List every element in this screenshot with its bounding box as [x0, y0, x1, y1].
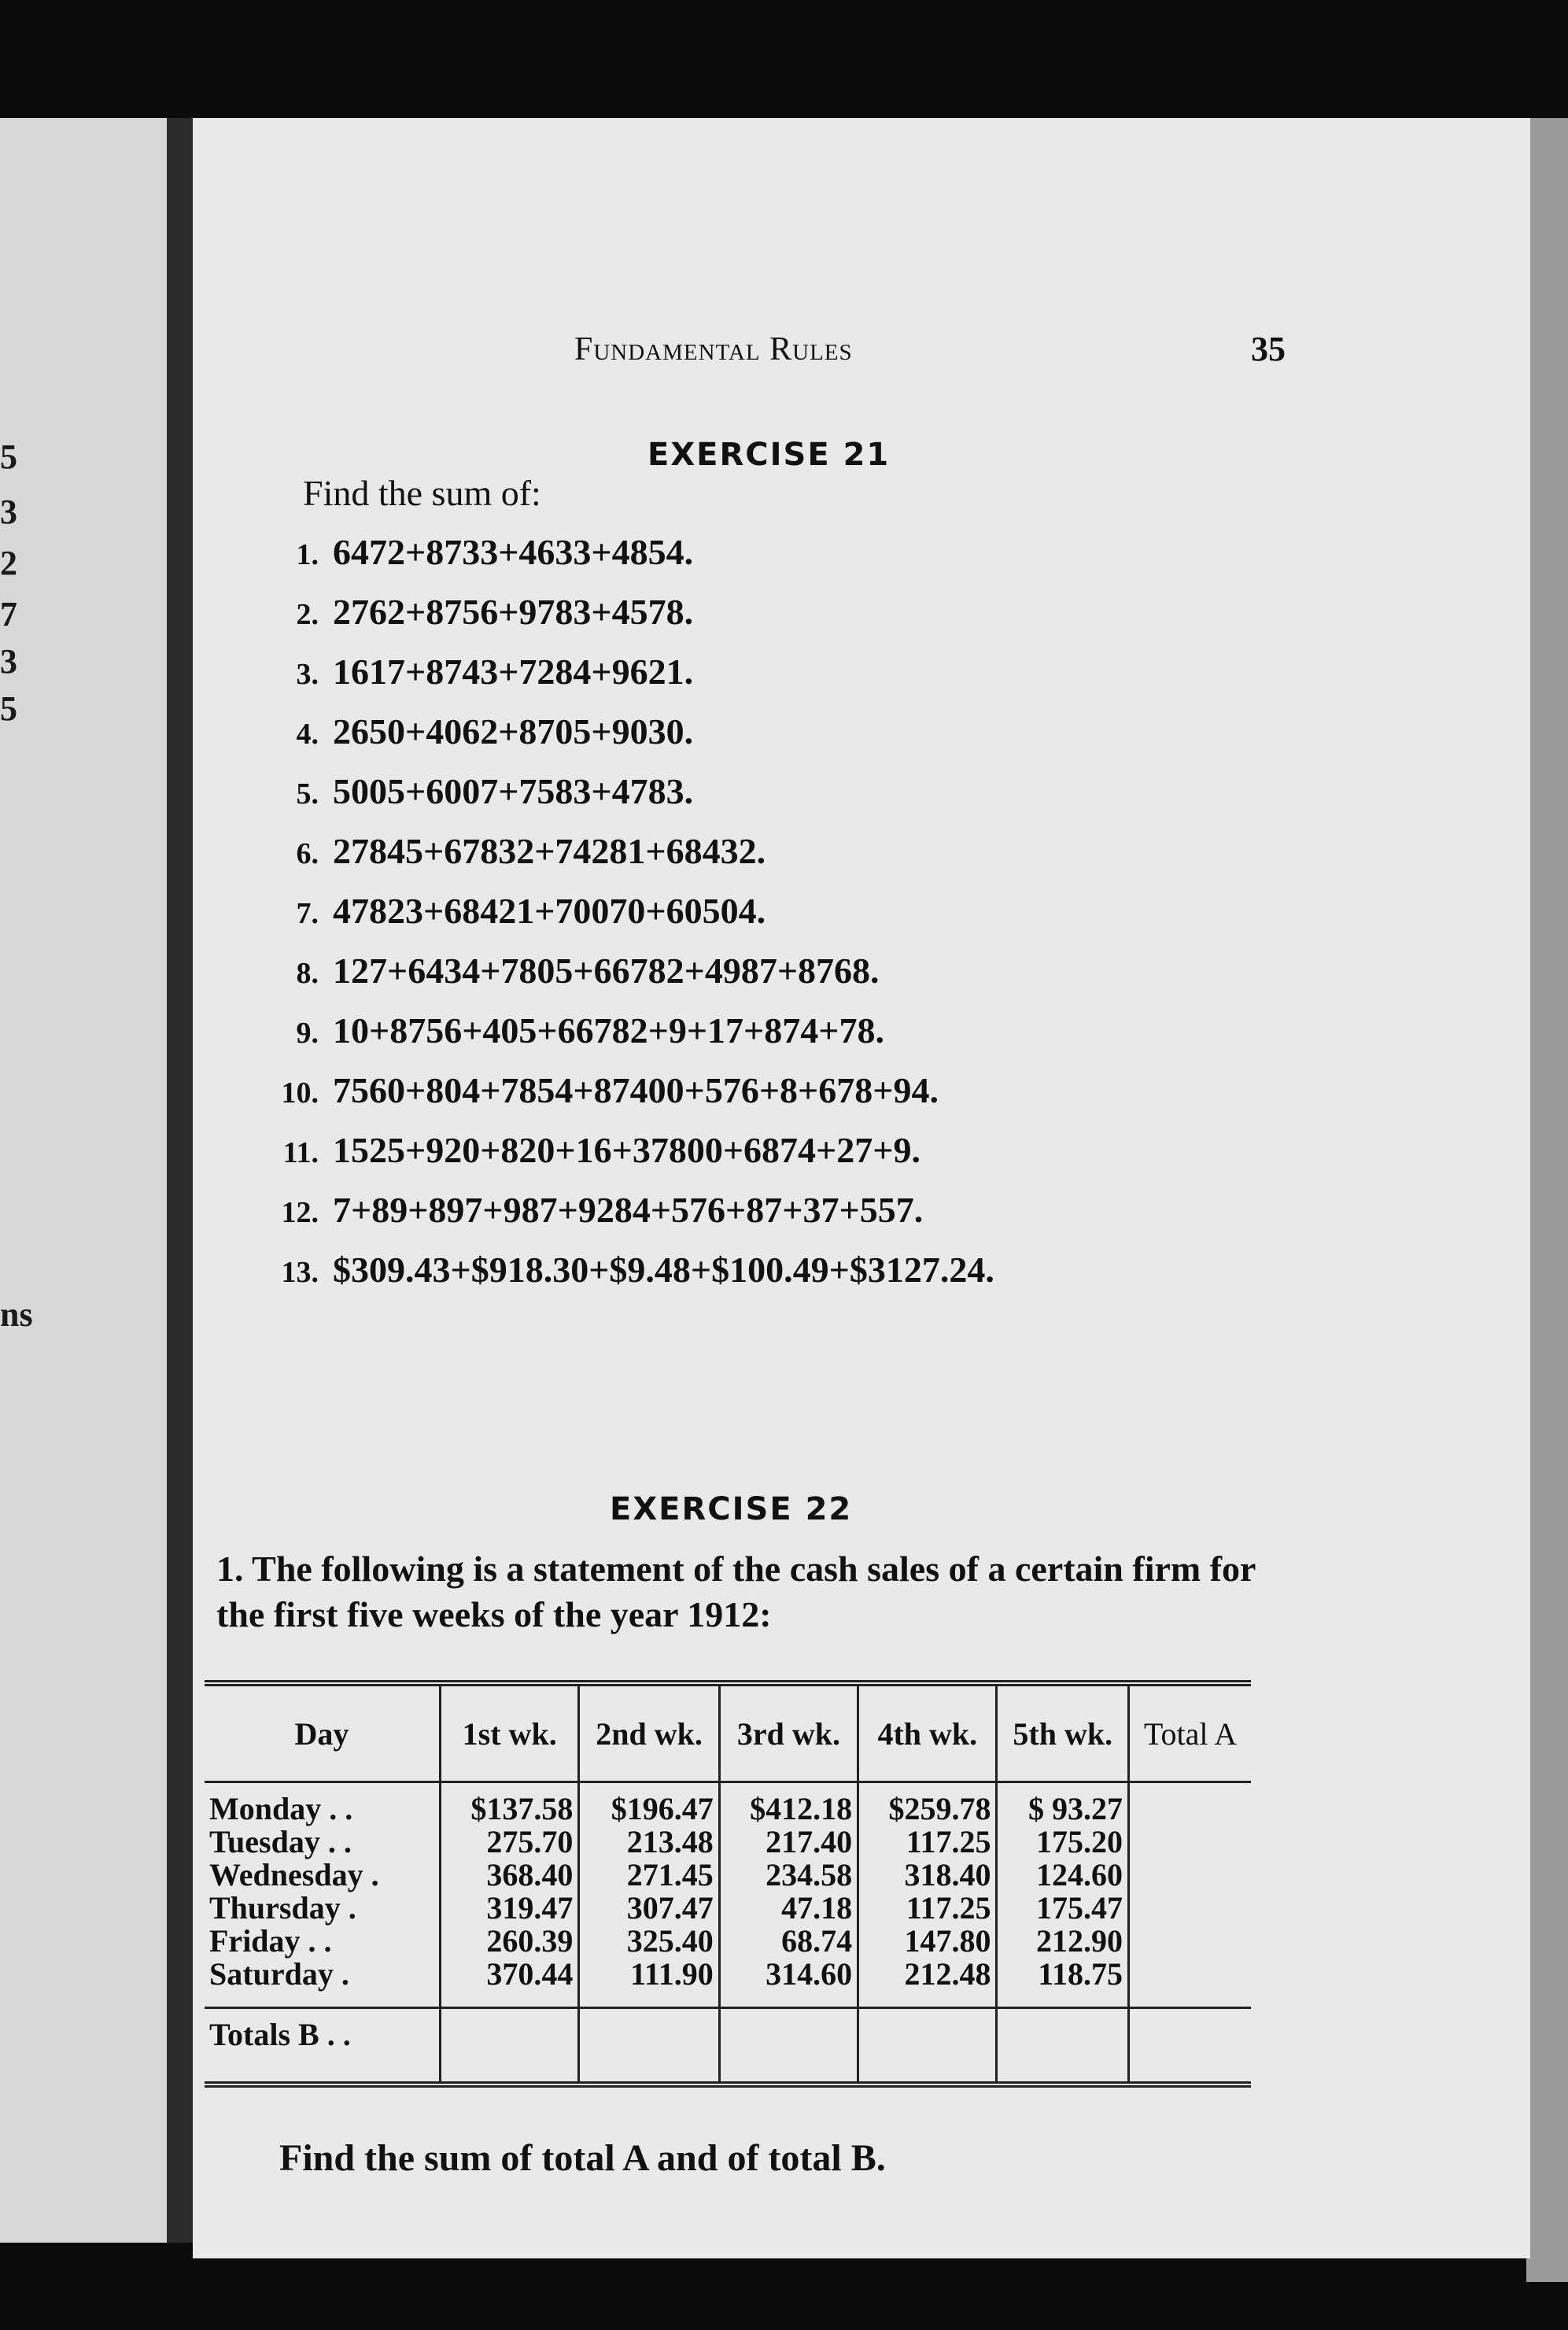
week-1-values: $137.58 275.70 368.40 319.47 260.39 370.44 [441, 1782, 579, 2008]
item-number: 9. [296, 1017, 319, 1050]
left-page-fragment: 5 [0, 689, 17, 728]
exercise-22-title: EXERCISE 22 [610, 1491, 853, 1527]
totals-row [205, 2008, 1251, 2085]
item-text: 2762+8756+9783+4578. [333, 592, 694, 632]
total-cell [719, 2008, 858, 2085]
left-page-fragment: 3 [0, 642, 17, 681]
item-number: 4. [296, 718, 319, 751]
column-header: 2nd wk. [579, 1683, 719, 1782]
left-page [0, 118, 179, 2243]
left-page-fragment: 3 [0, 493, 17, 531]
list-item [248, 950, 994, 1010]
total-a-cell [1128, 1782, 1251, 2008]
list-item [248, 1249, 994, 1309]
total-cell [1128, 2008, 1251, 2085]
item-text: 47823+68421+70070+60504. [333, 891, 766, 931]
item-number: 1. [296, 538, 319, 571]
list-item [248, 1010, 994, 1069]
item-number: 11. [282, 1136, 319, 1169]
exercise-21-intro: Find the sum of: [303, 473, 541, 513]
left-page-fragment: 2 [0, 544, 17, 582]
list-item [248, 1189, 994, 1249]
item-number: 5. [296, 777, 319, 811]
total-cell [441, 2008, 579, 2085]
item-number: 6. [296, 837, 319, 870]
item-text: 1525+920+820+16+37800+6874+27+9. [333, 1130, 921, 1170]
item-text: 5005+6007+7583+4783. [333, 771, 694, 811]
total-cell [858, 2008, 997, 2085]
item-text: 7560+804+7854+87400+576+8+678+94. [333, 1070, 939, 1110]
table-header-row [205, 1683, 1251, 1782]
item-number: 8. [296, 957, 319, 990]
running-head: Fundamental Rules [574, 331, 853, 367]
item-text: $309.43+$918.30+$9.48+$100.49+$3127.24. [333, 1250, 994, 1290]
page-edge [1526, 118, 1568, 2282]
total-cell [997, 2008, 1129, 2085]
item-number: 7. [296, 897, 319, 930]
list-item [248, 770, 994, 830]
day-column: Monday . . Tuesday . . Wednesday . Thursday . Friday . . Saturday . [209, 1791, 379, 1992]
item-number: 13. [281, 1256, 319, 1289]
list-item [248, 711, 994, 770]
column-header: Day [205, 1683, 441, 1782]
week-3-values: $412.18 217.40 234.58 47.18 68.74 314.60 [719, 1782, 858, 2008]
page-number: 35 [1251, 330, 1286, 368]
column-header: 5th wk. [997, 1683, 1129, 1782]
list-item [248, 531, 994, 591]
week-2-values: $196.47 213.48 271.45 307.47 325.40 111.90 [579, 1782, 719, 2008]
column-header: 1st wk. [441, 1683, 579, 1782]
item-text: 27845+67832+74281+68432. [333, 831, 766, 871]
item-text: 1617+8743+7284+9621. [333, 652, 694, 692]
list-item [248, 890, 994, 950]
total-cell [579, 2008, 719, 2085]
item-number: 10. [281, 1076, 319, 1110]
list-item [248, 1069, 994, 1129]
left-page-fragment: 5 [0, 438, 17, 476]
book-spine [167, 118, 194, 2243]
item-number: 2. [296, 598, 319, 631]
column-header: 3rd wk. [719, 1683, 858, 1782]
week-5-values: $ 93.27 175.20 124.60 175.47 212.90 118.75 [997, 1782, 1129, 2008]
exercise-21-title: EXERCISE 21 [647, 437, 891, 473]
item-text: 127+6434+7805+66782+4987+8768. [333, 951, 880, 991]
item-text: 6472+8733+4633+4854. [333, 532, 694, 572]
item-text: 10+8756+405+66782+9+17+874+78. [333, 1010, 884, 1051]
closing-instruction: Find the sum of total A and of total B. [279, 2137, 886, 2179]
item-text: 2650+4062+8705+9030. [333, 711, 694, 751]
item-number: 3. [296, 658, 319, 691]
list-item [248, 591, 994, 651]
item-number: 12. [281, 1196, 319, 1229]
book-page [193, 118, 1530, 2258]
left-page-fragment: 7 [0, 595, 17, 633]
column-header: Total A [1128, 1683, 1251, 1782]
list-item [248, 1129, 994, 1189]
list-item [248, 830, 994, 890]
left-page-fragment: ns [0, 1295, 33, 1334]
item-text: 7+89+897+987+9284+576+87+37+557. [333, 1190, 924, 1230]
sales-table [205, 1680, 1251, 2088]
list-item [248, 651, 994, 711]
week-4-values: $259.78 117.25 318.40 117.25 147.80 212.48 [858, 1782, 997, 2008]
exercise-21-list [248, 531, 994, 1309]
table-row [205, 1782, 1251, 2008]
column-header: 4th wk. [858, 1683, 997, 1782]
totals-label: Totals B . . [205, 2008, 441, 2085]
exercise-22-paragraph: 1. The following is a statement of the cash sales of a certain firm for the first five weeks of the year 1912: [216, 1549, 1256, 1634]
